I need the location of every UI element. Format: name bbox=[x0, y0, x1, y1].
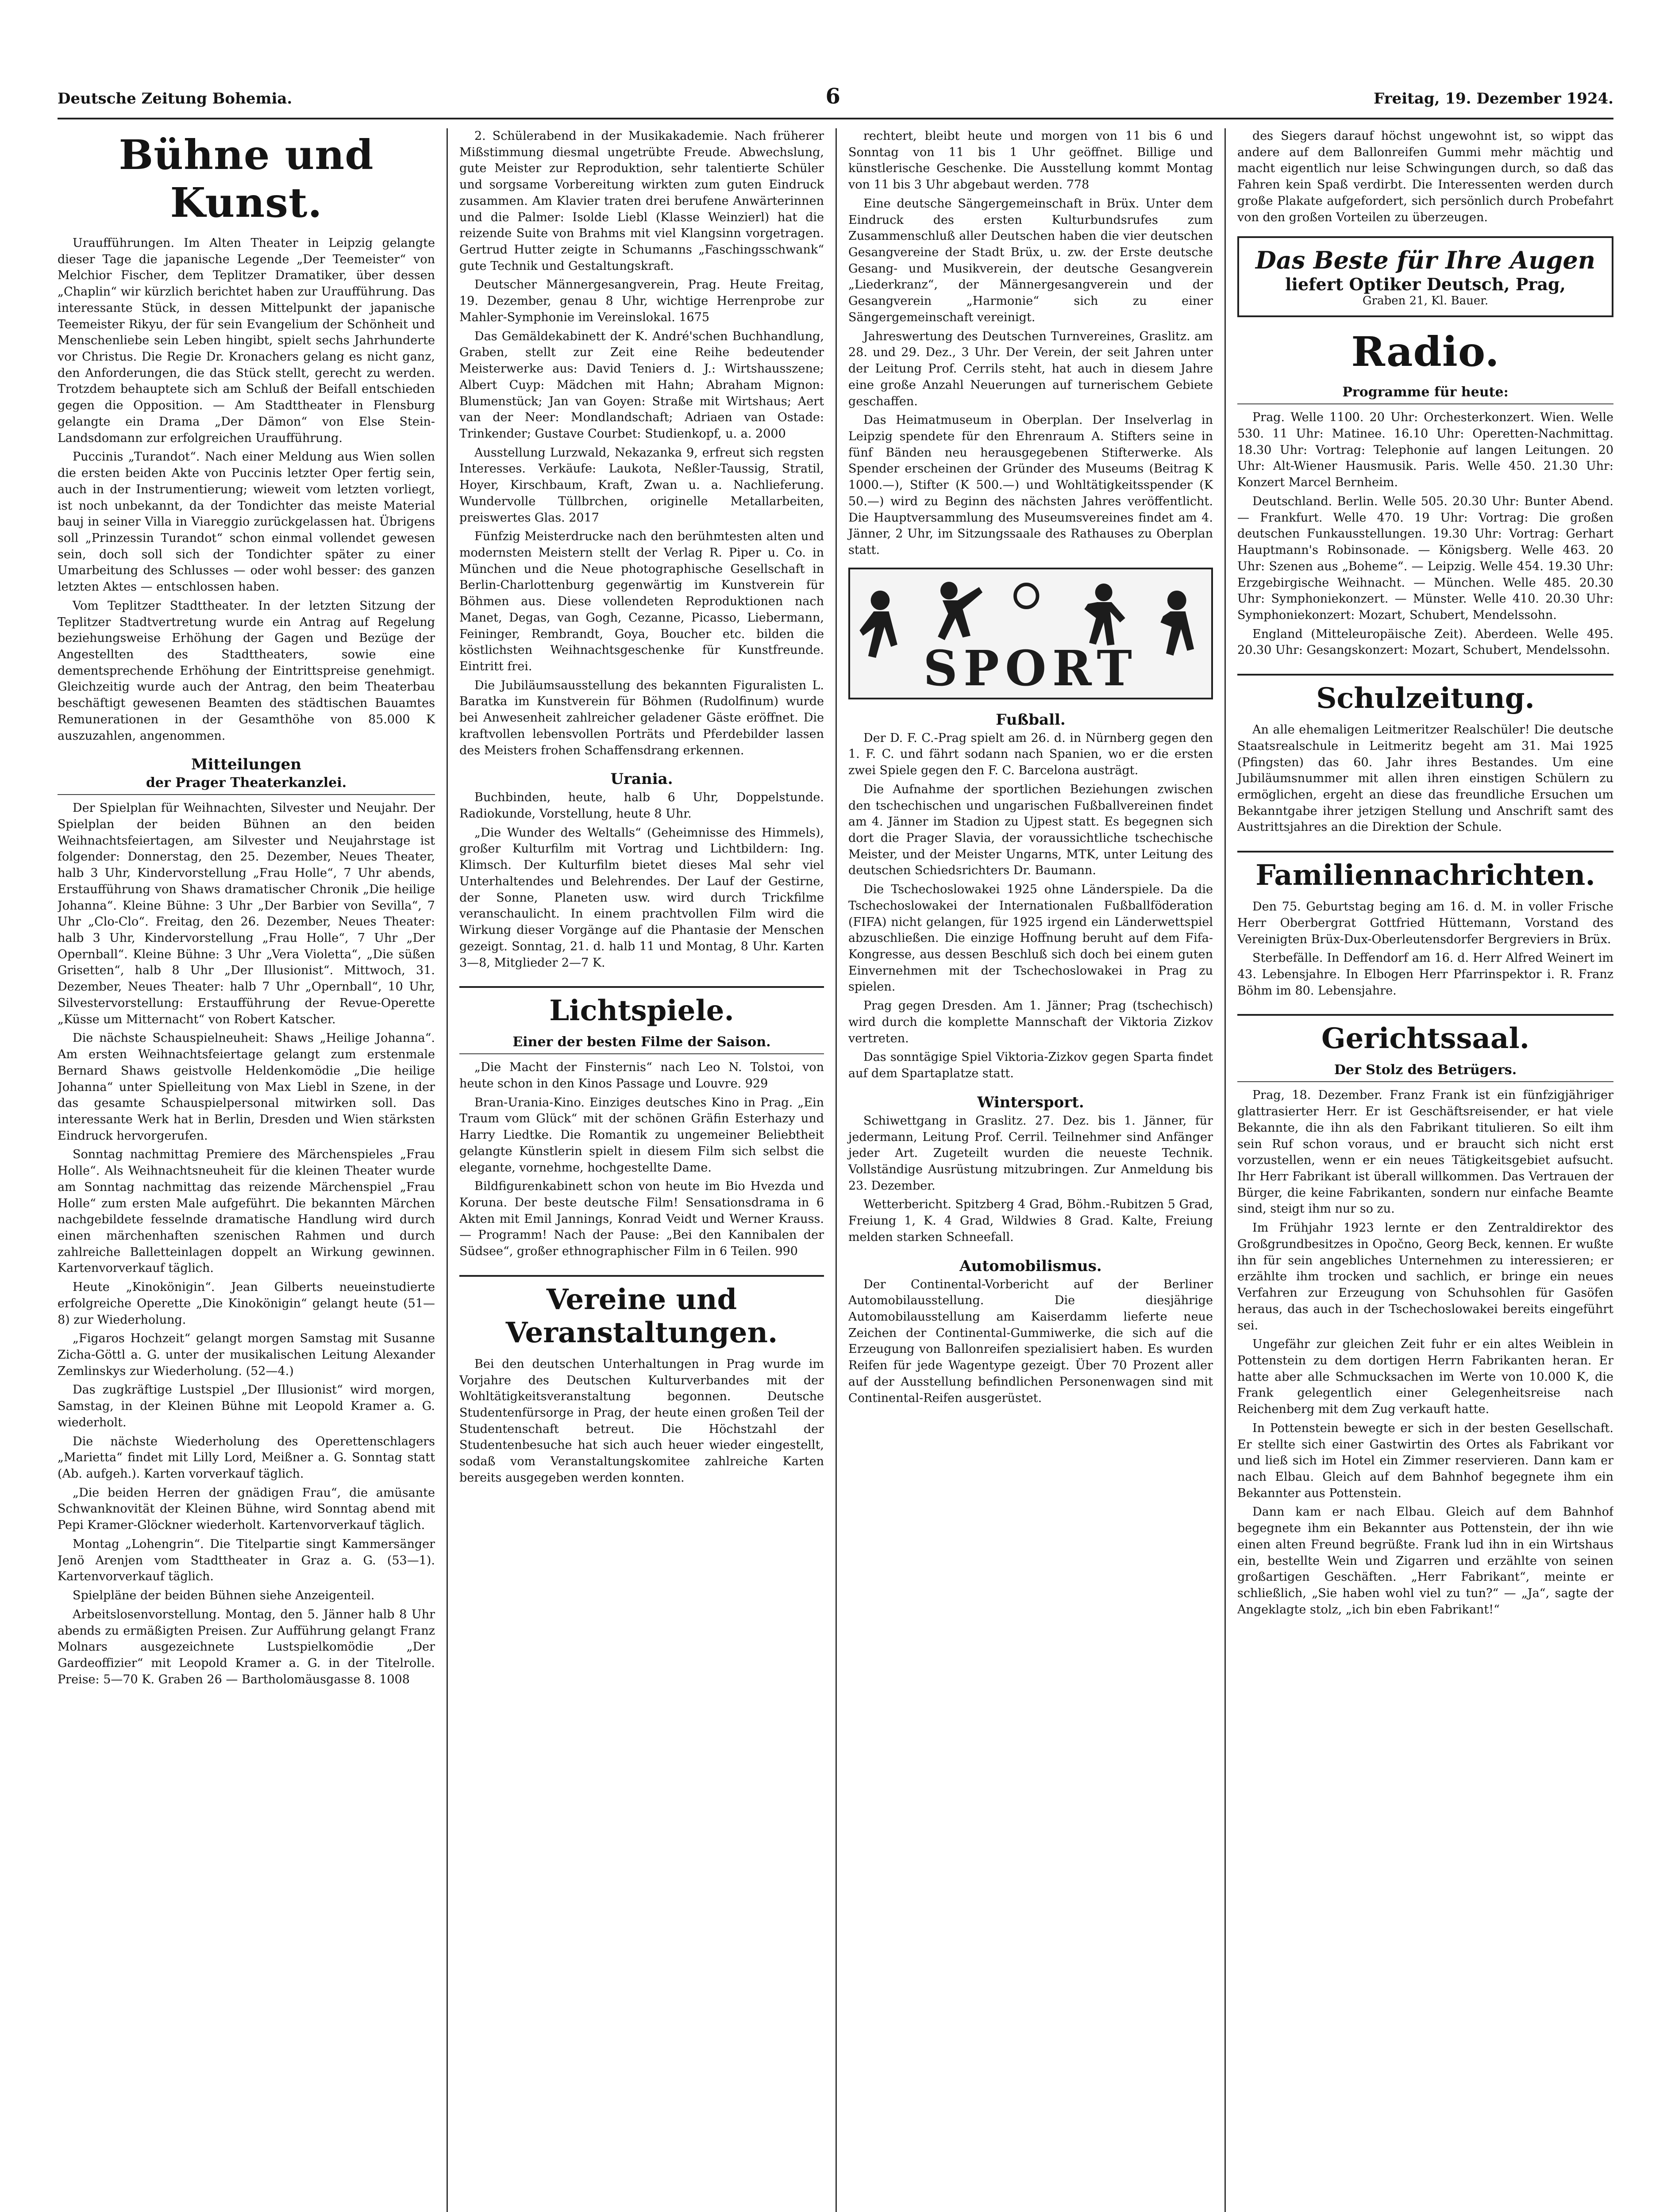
sport-banner-illustration bbox=[848, 568, 1213, 699]
article: Vom Teplitzer Stadttheater. In der letzten Sitzung der Teplitzer Stadtvertretung wurde ein Antrag auf Regelung beziehungsweise Erhöhung der Gagen und Bezüge der Angestellten des Stadttheaters, sowie eine dementsprechende Erhöhung der Eintrittspreise genehmigt. Gleichzeitig wurde auch der Antrag, den beim Theaterbau beschäftigt gewesenen Beamten des städtischen Bauamtes Remunerationen in der Gesamthöhe von 85.000 K auszuzahlen, angenommen. bbox=[58, 599, 435, 743]
article: „Die beiden Herren der gnädigen Frau“, die amüsante Schwanknovität der Kleinen Bühne, wird Sonntag abend mit Pepi Kramer-Glöckner wiederholt. Kartenvorverkauf täglich. bbox=[58, 1486, 435, 1532]
column-3 bbox=[836, 128, 1224, 2212]
article: Prag. Welle 1100. 20 Uhr: Orchesterkonzert. Wien. Welle 530. 11 Uhr: Matinee. 16.10 Uhr: Operetten-Nachmittag. 18.30 Uhr: Vortrag: Telephonie auf langen Leitungen. 20 Uhr: Alt-Wiener Hausmusik. Paris. Welle 450. 21.30 Uhr: Konzert Marcel Bernheim. bbox=[1237, 411, 1613, 490]
article: Ungefähr zur gleichen Zeit fuhr er ein altes Weiblein in Pottenstein zu dem dortigen Herrn Fabrikanten heran. Er hatte aber alle Schmucksachen im Werte von 10.000 K, die Frank gelegentlich einer Gelegenheitsreise nach Reichenberg mit dem Zug verkauft hatte. bbox=[1237, 1337, 1613, 1417]
article: Wetterbericht. Spitzberg 4 Grad, Böhm.-Rubitzen 5 Grad, Freiung 1, K. 4 Grad, Wildwies 8 Grad. Kalte, Freiung melden starken Schneefall. bbox=[848, 1198, 1213, 1244]
heading-vereine: Vereine und Veranstaltungen. bbox=[459, 1275, 824, 1349]
masthead bbox=[58, 84, 1613, 119]
article: Das Gemäldekabinett der K. André'schen Buchhandlung, Graben, stellt zur Zeit eine Reihe bedeutender Meisterwerke aus: David Teniers d. J.: Wirtshausszene; Albert Cuyp: Mädchen mit Hahn; Abraham Mignon: Blumenstück; Jan van Goyen: Straße mit Wirtshaus; Aert van der Neer: Mondlandschaft; Adriaen van Ostade: Trinkender; Gustave Courbet: Studienkopf, u. a. 2000 bbox=[459, 329, 824, 441]
article: Das sonntägige Spiel Viktoria-Zizkov gegen Sparta findet auf dem Spartaplatze statt. bbox=[848, 1050, 1213, 1081]
heading-gerichtssaal: Gerichtssaal. bbox=[1237, 1014, 1613, 1055]
article: Das zugkräftige Lustspiel „Der Illusionist“ wird morgen, Samstag, in der Kleinen Bühne mit Leopold Kramer a. G. wiederholt. bbox=[58, 1383, 435, 1429]
article: Schiwettgang in Graslitz. 27. Dez. bis 1. Jänner, für jedermann, Leitung Prof. Cerril. Teilnehmer sind Anfänger jeder Art. Zugeteilt wurden die neueste Technik. Vollständige Ausrüstung mitzubringen. Zur Anmeldung bis 23. Dezember. bbox=[848, 1114, 1213, 1193]
article: Sterbefälle. In Deffendorf am 16. d. Herr Alfred Weinert im 43. Lebensjahre. In Elbogen Herr Pfarrinspektor i. R. Franz Böhm im 80. Lebensjahre. bbox=[1237, 951, 1613, 998]
section-subtitle: der Prager Theaterkanzlei. bbox=[58, 775, 435, 795]
ad-company: liefert Optiker Deutsch, Prag, bbox=[1285, 274, 1566, 295]
article: Spielpläne der beiden Bühnen siehe Anzeigenteil. bbox=[73, 1589, 375, 1603]
advertisement-optiker bbox=[1237, 236, 1613, 317]
section-wintersport: Wintersport. bbox=[977, 1093, 1084, 1111]
article: 2. Schülerabend in der Musikakademie. Nach früherer Mißstimmung diesmal ungetrübte Freude. Abwechslung, gute Meister zur Reproduktion, sehr talentierte Schüler und sorgsame Vorbereitung wirkten zum guten Eindruck zusammen. Am Klavier traten drei berufene Anwärterinnen und die Palmer: Isolde Liebl (Klasse Weinzierl) hat die reizende Suite von Brahms mit viel Klangsinn vorgetragen. Gertrud Hutter zeigte in Schumanns „Faschingsschwank“ gute Technik und Gestaltungskraft. bbox=[459, 129, 824, 273]
sport-label: SPORT bbox=[923, 639, 1138, 697]
article: Montag „Lohengrin“. Die Titelpartie singt Kammersänger Jenö Arenjen vom Stadttheater in Graz a. G. (53—1). Kartenvorverkauf täglich. bbox=[58, 1537, 435, 1584]
article: Buchbinden, heute, halb 6 Uhr, Doppelstunde. Radiokunde, Vorstellung, heute 8 Uhr. bbox=[459, 791, 824, 821]
article: Die Jubiläumsausstellung des bekannten Figuralisten L. Baratka im Kunstverein für Böhmen (Rudolfinum) wurde bei Anwesenheit zahlreicher geladener Gäste eröffnet. Die kraftvollen lebensvollen Porträts und Pferdebilder lassen des Meisters frohen Schaffensdrang erkennen. bbox=[459, 678, 824, 757]
article: Deutscher Männergesangverein, Prag. Heute Freitag, 19. Dezember, genau 8 Uhr, wichtige Herrenprobe zur Mahler-Symphonie im Vereinslokal. 1675 bbox=[459, 278, 824, 324]
section-automobilismus: Automobilismus. bbox=[959, 1257, 1102, 1275]
article: Heute „Kinokönigin“. Jean Gilberts neueinstudierte erfolgreiche Operette „Die Kinokönigin“ gelangt heute (51—8) zur Wiederholung. bbox=[58, 1280, 435, 1327]
article: Deutschland. Berlin. Welle 505. 20.30 Uhr: Bunter Abend. — Frankfurt. Welle 470. 19 Uhr: Vortrag: Die großen deutschen Funkausstellungen. 19.30 Uhr: Vortrag: Gerhart Hauptmann's Robinsonade. — Königsberg. Welle 463. 20 Uhr: Szenen aus „Boheme“. — Leipzig. Welle 454. 19.30 Uhr: Erzgebirgische Weihnacht. — München. Welle 485. 20.30 Uhr: Symphoniekonzert. — Münster. Welle 410. 20.30 Uhr: Symphoniekonzert: Mozart, Schubert, Mendelssohn. bbox=[1237, 494, 1613, 622]
article: Die Tschechoslowakei 1925 ohne Länderspiele. Da die Tschechoslowakei der Internationalen Fußballföderation (FIFA) nicht gelangen, für 1925 irgend ein Länderwettspiel abzuschließen. Die einzige Hoffnung beruht auf dem Fifa-Kongresse, aus dessen Beschluß sich doch bei einem guten Einvernehmen mit der Tschechoslowakei in Prag zu spielen. bbox=[848, 883, 1213, 994]
article: Sonntag nachmittag Premiere des Märchenspieles „Frau Holle“. Als Weihnachtsneuheit für die kleinen Theater wurde am Sonntag nachmittag das reizende Märchenspiel „Frau Holle“ zum ersten Male aufgeführt. Die bekannten Märchen nachgebildete fesselnde dramatische Handlung wird durch einen märchenhaften szenischen Rahmen und durch zahlreiche Balletteinlagen doppelt an Wirkung gewinnen. Kartenvorverkauf täglich. bbox=[58, 1148, 435, 1275]
article: Dann kam er nach Elbau. Gleich auf dem Bahnhof begegnete ihm ein Bekannter aus Pottenstein, der ihn wie einen alten Freund begrüßte. Frank lud ihn in ein Wirtshaus ein, bestellte Wein und Zigarren und erzählte von seinen großartigen Geschäften. „Herr Fabrikant“, meinte er schließlich, „Sie haben wohl viel zu tun?“ — „Ja“, sagte der Angeklagte stolz, „ich bin eben Fabrikant!“ bbox=[1237, 1505, 1613, 1617]
article: Das Heimatmuseum in Oberplan. Der Inselverlag in Leipzig spendete für den Ehrenraum A. Stifters seine in fünf Bänden neu herausgegebenen Stifterwerke. Als Spender erscheinen der Gründer des Museums (Beitrag K 1000.—), Stifter (K 500.—) und Wohltätigkeitsspender (K 50.—) wird zu Beginn des nächsten Jahres veröffentlicht. Die Hauptversammlung des Museumsvereines findet am 4. Jänner, 2 Uhr, im Sitzungssaale des Rathauses zu Oberplan statt. bbox=[848, 413, 1213, 557]
column-4 bbox=[1224, 128, 1613, 2212]
article: rechtert, bleibt heute und morgen von 11 bis 6 und Sonntag von 11 bis 1 Uhr geöffnet. Billige und künstlerische Geschenke. Die Ausstellung kommt Montag von 11 bis 3 Uhr abgebaut werden. 778 bbox=[848, 129, 1213, 192]
section-subtitle: Einer der besten Filme der Saison. bbox=[459, 1034, 824, 1054]
article: „Figaros Hochzeit“ gelangt morgen Samstag mit Susanne Zicha-Göttl a. G. unter der musikalischen Leitung Alexander Zemlinskys zur Wiederholung. (52—4.) bbox=[58, 1332, 435, 1378]
article: Jahreswertung des Deutschen Turnvereines, Graslitz. am 28. und 29. Dez., 3 Uhr. Der Verein, der seit Jahren unter der Leitung Prof. Cerrils steht, hat auch in diesem Jahre eine große Anzahl Neuerungen auf turnerischem Gebiete geschaffen. bbox=[848, 329, 1213, 408]
heading-familiennachrichten: Familiennachrichten. bbox=[1237, 851, 1613, 892]
heading-radio: Radio. bbox=[1351, 328, 1500, 376]
article: Bran-Urania-Kino. Einziges deutsches Kino in Prag. „Ein Traum vom Glück“ mit der schönen Gräfin Esterhazy und Harry Liedtke. Die Romantik zu ungemeiner Beliebtheit gelangte Künstlerin spielt in diesem Film sich selbst die elegante, vornehme, hochgestellte Dame. bbox=[459, 1095, 824, 1175]
article: Bildfigurenkabinett schon von heute im Bio Hvezda und Koruna. Der beste deutsche Film! Sensationsdrama in 6 Akten mit Emil Jannings, Konrad Veidt und Werner Krauss. — Programm! Nach der Pause: „Bei den Kannibalen der Südsee“, großer ethnographischer Film in 6 Teilen. 990 bbox=[459, 1179, 824, 1259]
paper-name: Deutsche Zeitung Bohemia. bbox=[58, 90, 293, 108]
column-2 bbox=[447, 128, 836, 2212]
article: „Die Macht der Finsternis“ nach Leo N. Tolstoi, von heute schon in den Kinos Passage und Louvre. 929 bbox=[459, 1060, 824, 1091]
article: In Pottenstein bewegte er sich in der besten Gesellschaft. Er stellte sich einer Gastwirtin des Ortes als Fabrikant vor und ließ sich im Hotel ein Zimmer reservieren. Dann kam er nach Elbau. Gleich auf dem Bahnhof begegnete ihm ein Bekannter aus Pottenstein. bbox=[1237, 1421, 1613, 1500]
article: England (Mitteleuropäische Zeit). Aberdeen. Welle 495. 20.30 Uhr: Gesangskonzert: Mozart, Schubert, Mendelssohn. bbox=[1237, 627, 1613, 657]
article: Die nächste Wiederholung des Operettenschlagers „Marietta“ findet mit Lilly Lord, Meißner a. G. Sonntag statt (Ab. aufgeh.). Karten vorverkauf täglich. bbox=[58, 1434, 435, 1481]
article: Im Frühjahr 1923 lernte er den Zentraldirektor des Großgrundbesitzes in Opočno, Georg Beck, kennen. Er wußte ihn für sein angebliches Unternehmen zu interessieren; er erzählte ihm trocken und sachlich, er bringe ein neues Verfahren zur Erzeugung von Schuhsohlen für Gasöfen heraus, das auch in der Tschechoslowakei bereits eingeführt sei. bbox=[1237, 1221, 1613, 1333]
article: Die nächste Schauspielneuheit: Shaws „Heilige Johanna“. Am ersten Weihnachtsfeiertage gelangt zum erstenmale Bernard Shaws geistvolle Heldenkomödie „Die heilige Johanna“ unter Spielleitung von Max Liebl in Szene, in der das gesamte Schauspielpersonal mitwirken soll. Das interessante Werk hat in Berlin, Dresden und Wien stärksten Eindruck hervorgerufen. bbox=[58, 1031, 435, 1143]
section-urania: Urania. bbox=[610, 770, 673, 788]
ad-headline: Das Beste für Ihre Augen bbox=[1255, 246, 1595, 275]
section-subtitle: Der Stolz des Betrügers. bbox=[1237, 1062, 1613, 1082]
article: Der Continental-Vorbericht auf der Berliner Automobilausstellung. Die diesjährige Automobilausstellung am Kaiserdamm lieferte neue Zeichen der Continental-Gummiwerke, die sich auf die Erzeugung von Ballonreifen spezialisiert haben. Es wurden Reifen für jede Wagentype gezeigt. Über 70 Prozent aller auf der Ausstellung befindlichen Personenwagen sind mit Continental-Reifen ausgerüstet. bbox=[848, 1277, 1213, 1405]
section-subtitle: Programme für heute: bbox=[1237, 384, 1613, 404]
article: des Siegers darauf höchst ungewohnt ist, so wippt das andere auf dem Ballonreifen Gummi mehr mächtig und macht eigentlich nur leise Schwingungen durch, so daß das Fahren kein Spaß verdirbt. Die Interessenten werden durch große Plakate aufgefordert, sich persönlich durch Probefahrt von den großen Vorteilen zu überzeugen. bbox=[1237, 129, 1613, 224]
article: Fünfzig Meisterdrucke nach den berühmtesten alten und modernsten Meistern stellt der Verlag R. Piper u. Co. in München und die Neue photographische Gesellschaft in Berlin-Charlottenburg gegenwärtig im Kunstverein für Böhmen aus. Diese vollendeten Reproduktionen nach Manet, Degas, van Gogh, Cezanne, Picasso, Liebermann, Feininger, Rembrandt, Goya, Boucher etc. bilden die köstlichsten Weihnachtsgeschenke für Kunstfreunde. Eintritt frei. bbox=[459, 530, 824, 673]
article: Puccinis „Turandot“. Nach einer Meldung aus Wien sollen die ersten beiden Akte von Puccinis letzter Oper fertig sein, auch in der Instrumentierung; wieweit vom letzten vorliegt, ist noch unbekannt, da der Tondichter das meiste Material bauj in seiner Villa in Viareggio zurückgelassen hat. Übrigens soll „Prinzessin Turandot“ schon einmal vollendet gewesen sein, doch soll sich der Tondichter später zu einer Umarbeitung des Schlusses — oder wohl besser: des ganzen letzten Aktes — entschlossen haben. bbox=[58, 450, 435, 594]
article: Den 75. Geburtstag beging am 16. d. M. in voller Frische Herr Oberbergrat Gottfried Hüttemann, Vorstand des Vereinigten Brüx-Dux-Oberleutensdorfer Bergreviers in Brüx. bbox=[1237, 900, 1613, 946]
sport-banner-graphic bbox=[850, 569, 1211, 698]
section-fussball: Fußball. bbox=[996, 710, 1066, 729]
article: Arbeitslosenvorstellung. Montag, den 5. Jänner halb 8 Uhr abends zu ermäßigten Preisen. Zur Aufführung gelangt Franz Molnars ausgezeichnete Lustspielkomödie „Der Gardeoffizier“ mit Leopold Kramer a. G. in der Titelrolle. Preise: 5—70 K. Graben 26 — Bartholomäusgasse 8. 1008 bbox=[58, 1607, 435, 1686]
heading-buehne-und-kunst: Bühne und Kunst. bbox=[119, 131, 374, 227]
article: Eine deutsche Sängergemeinschaft in Brüx. Unter dem Eindruck des ersten Kulturbundsrufes zum Zusammenschluß aller Deutschen haben die vier deutschen Gesangvereine der Stadt Brüx, u. zw. der Erste deutsche Gesang- und Musikverein, der deutsche Gesangverein „Liederkranz“, der Männergesangverein und der Gesangverein „Harmonie“ sich zu einer Sängergemeinschaft vereinigt. bbox=[848, 196, 1213, 324]
section-mitteilungen: Mitteilungen bbox=[191, 756, 301, 774]
article: Prag, 18. Dezember. Franz Frank ist ein fünfzigjähriger glattrasierter Herr. Er ist Geschäftsreisender, er hat viele Bekannte, die ihn als den Fabrikant titulieren. So eilt ihm sein Ruf schon voraus, und er braucht sich nicht erst vorzustellen, wenn er ein neues Tätigkeitsgebiet aufsucht. Ihr Herr Fabrikant ist überall willkommen. Das Vertrauen der Bürger, die keine Fabrikanten, sondern nur einfache Beamte sind, steigt ihm nur so zu. bbox=[1237, 1088, 1613, 1216]
article: „Die Wunder des Weltalls“ (Geheimnisse des Himmels), großer Kulturfilm mit Vortrag und Lichtbildern: Ing. Klimsch. Der Kulturfilm bietet dieses Mal sehr viel Unterhaltendes und Belehrendes. Der Lauf der Gestirne, der Sonne, Planeten usw. wird durch Trickfilme veranschaulicht. In einem prachtvollen Film wird die Wirkung dieser Vorgänge auf die Phantasie der Menschen gezeigt. Sonntag, 21. d. halb 11 und Montag, 8 Uhr. Karten 3—8, Mitglieder 2—7 K. bbox=[459, 826, 824, 970]
article: Prag gegen Dresden. Am 1. Jänner; Prag (tschechisch) wird durch die komplette Mannschaft der Viktoria Zizkov vertreten. bbox=[848, 999, 1213, 1045]
heading-schulzeitung: Schulzeitung. bbox=[1237, 674, 1613, 715]
article: An alle ehemaligen Leitmeritzer Realschüler! Die deutsche Staatsrealschule in Leitmeritz begeht am 31. Mai 1925 (Pfingsten) das 60. Jahr ihres Bestandes. Um eine Jubiläumsnummer mit allen ihren einstigen Schülern zu ermöglichen, ergeht an diese das freundliche Ersuchen um Bekanntgabe ihrer jetzigen Stellung und Anschrift samt des Austrittsjahres an die Direktion der Schule. bbox=[1237, 723, 1613, 834]
article: Uraufführungen. Im Alten Theater in Leipzig gelangte dieser Tage die japanische Legende „Der Teemeister“ von Melchior Fischer, dem Teplitzer Dramatiker, über dessen „Chaplin“ wir kürzlich berichtet haben zur Uraufführung. Das interessante Stück, in dessen Mittelpunkt der japanische Teemeister Rikyu, der für sein Evangelium der Schönheit und Menschenliebe sein Leben hingibt, spielt sechs Jahrhunderte vor Christus. Die Regie Dr. Kronachers gelang es nicht ganz, den Anforderungen, die das Stück stellt, gerecht zu werden. Trotzdem behauptete sich am Schluß der Beifall entschieden gegen die Opposition. — Am Stadttheater in Flensburg gelangte ein Drama „Der Dämon“ von Else Stein-Landsdomann zur erfolgreichen Uraufführung. bbox=[58, 236, 435, 445]
article: Bei den deutschen Unterhaltungen in Prag wurde im Vorjahre des Deutschen Kulturverbandes mit der Wohltätigkeitsveranstaltung begonnen. Deutsche Studentenfürsorge in Prag, der heute einen großen Teil der Studentenschaft betreut. Die Höchstzahl der Studentenbesuche hat sich auch heuer wieder eingestellt, sodaß vom Veranstaltungskomitee zahlreiche Karten bereits ausgegeben werden konnten. bbox=[459, 1357, 824, 1485]
ad-address: Graben 21, Kl. Bauer. bbox=[1362, 294, 1489, 308]
column-1 bbox=[58, 128, 447, 2212]
article: Der Spielplan für Weihnachten, Silvester und Neujahr. Der Spielplan der beiden Bühnen an den beiden Weihnachtsfeiertagen, am Silvester und Neujahrstage ist folgender: Donnerstag, den 25. Dezember, Neues Theater, halb 3 Uhr, Kindervorstellung „Frau Holle“, 7 Uhr abends, Erstaufführung von Shaws dramatischer Chronik „Die heilige Johanna“. Kleine Bühne: 3 Uhr „Der Barbier von Sevilla“, 7 Uhr „Clo-Clo“. Freitag, den 26. Dezember, Neues Theater: halb 3 Uhr, Kindervorstellung „Frau Holle“, 7 Uhr „Der Opernball“. Kleine Bühne: 3 Uhr „Vera Violetta“, „Die süßen Grisetten“, halb 8 Uhr „Der Illusionist“. Mittwoch, 31. Dezember, Neues Theater: halb 7 Uhr „Opernball“, 10 Uhr, Silvestervorstellung: Erstaufführung der Revue-Operette „Küsse um Mitternacht“ von Robert Katscher. bbox=[58, 801, 435, 1026]
heading-lichtspiele: Lichtspiele. bbox=[459, 986, 824, 1027]
article: Der D. F. C.-Prag spielt am 26. d. in Nürnberg gegen den 1. F. C. und fährt sodann nach Spanien, wo er die ersten zwei Spiele gegen den F. C. Barcelona austrägt. bbox=[848, 731, 1213, 778]
page-number: 6 bbox=[825, 84, 840, 109]
article: Die Aufnahme der sportlichen Beziehungen zwischen den tschechischen und ungarischen Fußballvereinen findet am 4. Jänner im Stadion zu Ujpest statt. Es begegnen sich dort die Prager Slavia, der voraussichtliche tschechische Meister, und der Meister Ungarns, MTK, unter Leitung des deutschen Schiedsrichters Dr. Baumann. bbox=[848, 782, 1213, 878]
newspaper-page bbox=[58, 84, 1613, 2212]
article: Ausstellung Lurzwald, Nekazanka 9, erfreut sich regsten Interesses. Verkäufe: Laukota, Neßler-Taussig, Stratil, Hoyer, Kirschbaum, Kraft, Zwan u. a. Nachlieferung. Wundervolle Tüllbrchen, originelle Metallarbeiten, preiswertes Glas. 2017 bbox=[459, 445, 824, 525]
issue-date: Freitag, 19. Dezember 1924. bbox=[1374, 90, 1613, 108]
columns bbox=[58, 128, 1613, 2212]
